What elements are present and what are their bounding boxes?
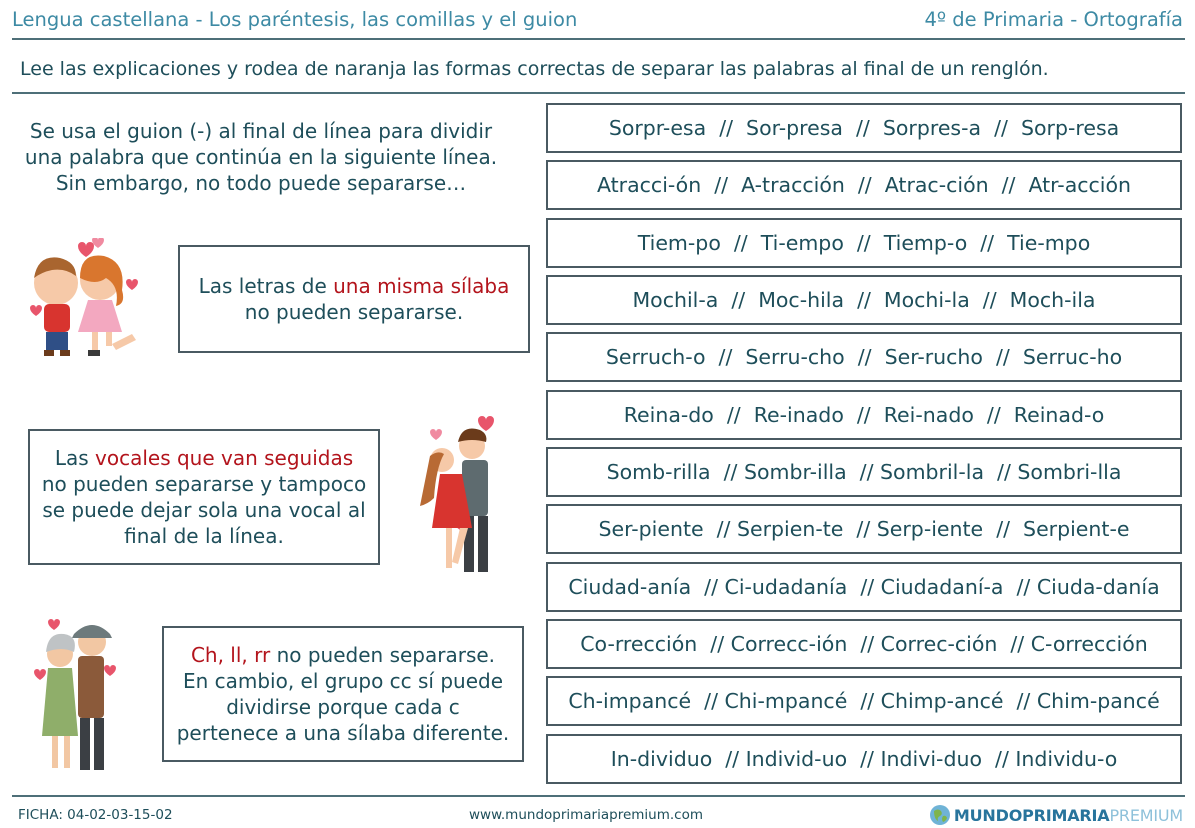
highlight-text: una misma sílaba — [333, 274, 510, 298]
page-header — [12, 6, 1183, 34]
globe-icon — [929, 804, 951, 826]
option-row[interactable]: Ciudad-anía // Ci-udadanía // Ciudadaní-a // Ciuda-danía — [546, 562, 1182, 612]
kids-kissing-illustration — [26, 238, 154, 362]
option-row[interactable]: Somb-rilla // Sombr-illa // Sombril-la // Sombri-lla — [546, 447, 1182, 497]
option-row[interactable]: Ch-impancé // Chi-mpancé // Chimp-ancé // Chim-pancé — [546, 676, 1182, 726]
couple-kissing-illustration — [408, 412, 508, 580]
option-row[interactable]: Ser-piente // Serpien-te // Serp-iente // Serpient-e — [546, 504, 1182, 554]
option-row[interactable]: Serruch-o // Serru-cho // Ser-rucho // Serruc-ho — [546, 332, 1182, 382]
option-row[interactable]: Tiem-po // Ti-empo // Tiemp-o // Tie-mpo — [546, 218, 1182, 268]
option-row[interactable]: Sorpr-esa // Sor-presa // Sorpres-a // Sorp-resa — [546, 103, 1182, 153]
highlight-text: vocales que van seguidas — [95, 446, 354, 470]
rule-box-vowels: Las vocales que van seguidas no pueden separarse y tampoco se puede dejar sola una vocal al final de la línea. — [28, 429, 380, 565]
option-row[interactable]: In-dividuo // Individ-uo // Indivi-duo // Individu-o — [546, 734, 1182, 784]
instruction-text: Lee las explicaciones y rodea de naranja las formas correctas de separar las palabras al final de un renglón. — [20, 58, 1049, 80]
ficha-code: FICHA: 04-02-03-15-02 — [18, 807, 173, 823]
rule-box-digraphs: Ch, ll, rr no pueden separarse. En cambio, el grupo cc sí puede dividirse porque cada c pertenece a una sílaba diferente. — [162, 626, 524, 762]
header-divider — [12, 38, 1185, 40]
option-row[interactable]: Atracci-ón // A-tracción // Atrac-ción // Atr-acción — [546, 160, 1182, 210]
option-row[interactable]: Mochil-a // Moc-hila // Mochi-la // Moch-ila — [546, 275, 1182, 325]
option-row[interactable]: Co-rrección // Correcc-ión // Correc-ción // C-orrección — [546, 619, 1182, 669]
rule-box-same-syllable: Las letras de una misma sílaba no pueden separarse. — [178, 245, 530, 353]
highlight-text: Ch, ll, rr — [190, 643, 271, 667]
elderly-couple-illustration — [30, 612, 120, 776]
footer-divider — [12, 795, 1185, 797]
website-url: www.mundoprimariapremium.com — [469, 807, 703, 823]
instruction-divider — [12, 92, 1185, 94]
brand-logo: MUNDO PRIMARIA PREMIUM — [929, 804, 1183, 826]
grade-title: 4º de Primaria - Ortografía — [924, 8, 1183, 31]
intro-text: Se usa el guion (-) al final de línea para dividir una palabra que continúa en la siguiente línea. Sin embargo, no todo puede separarse… — [24, 119, 498, 195]
options-list — [546, 103, 1182, 791]
option-row[interactable]: Reina-do // Re-inado // Rei-nado // Reinad-o — [546, 390, 1182, 440]
subject-title: Lengua castellana - Los paréntesis, las comillas y el guion — [12, 8, 578, 31]
